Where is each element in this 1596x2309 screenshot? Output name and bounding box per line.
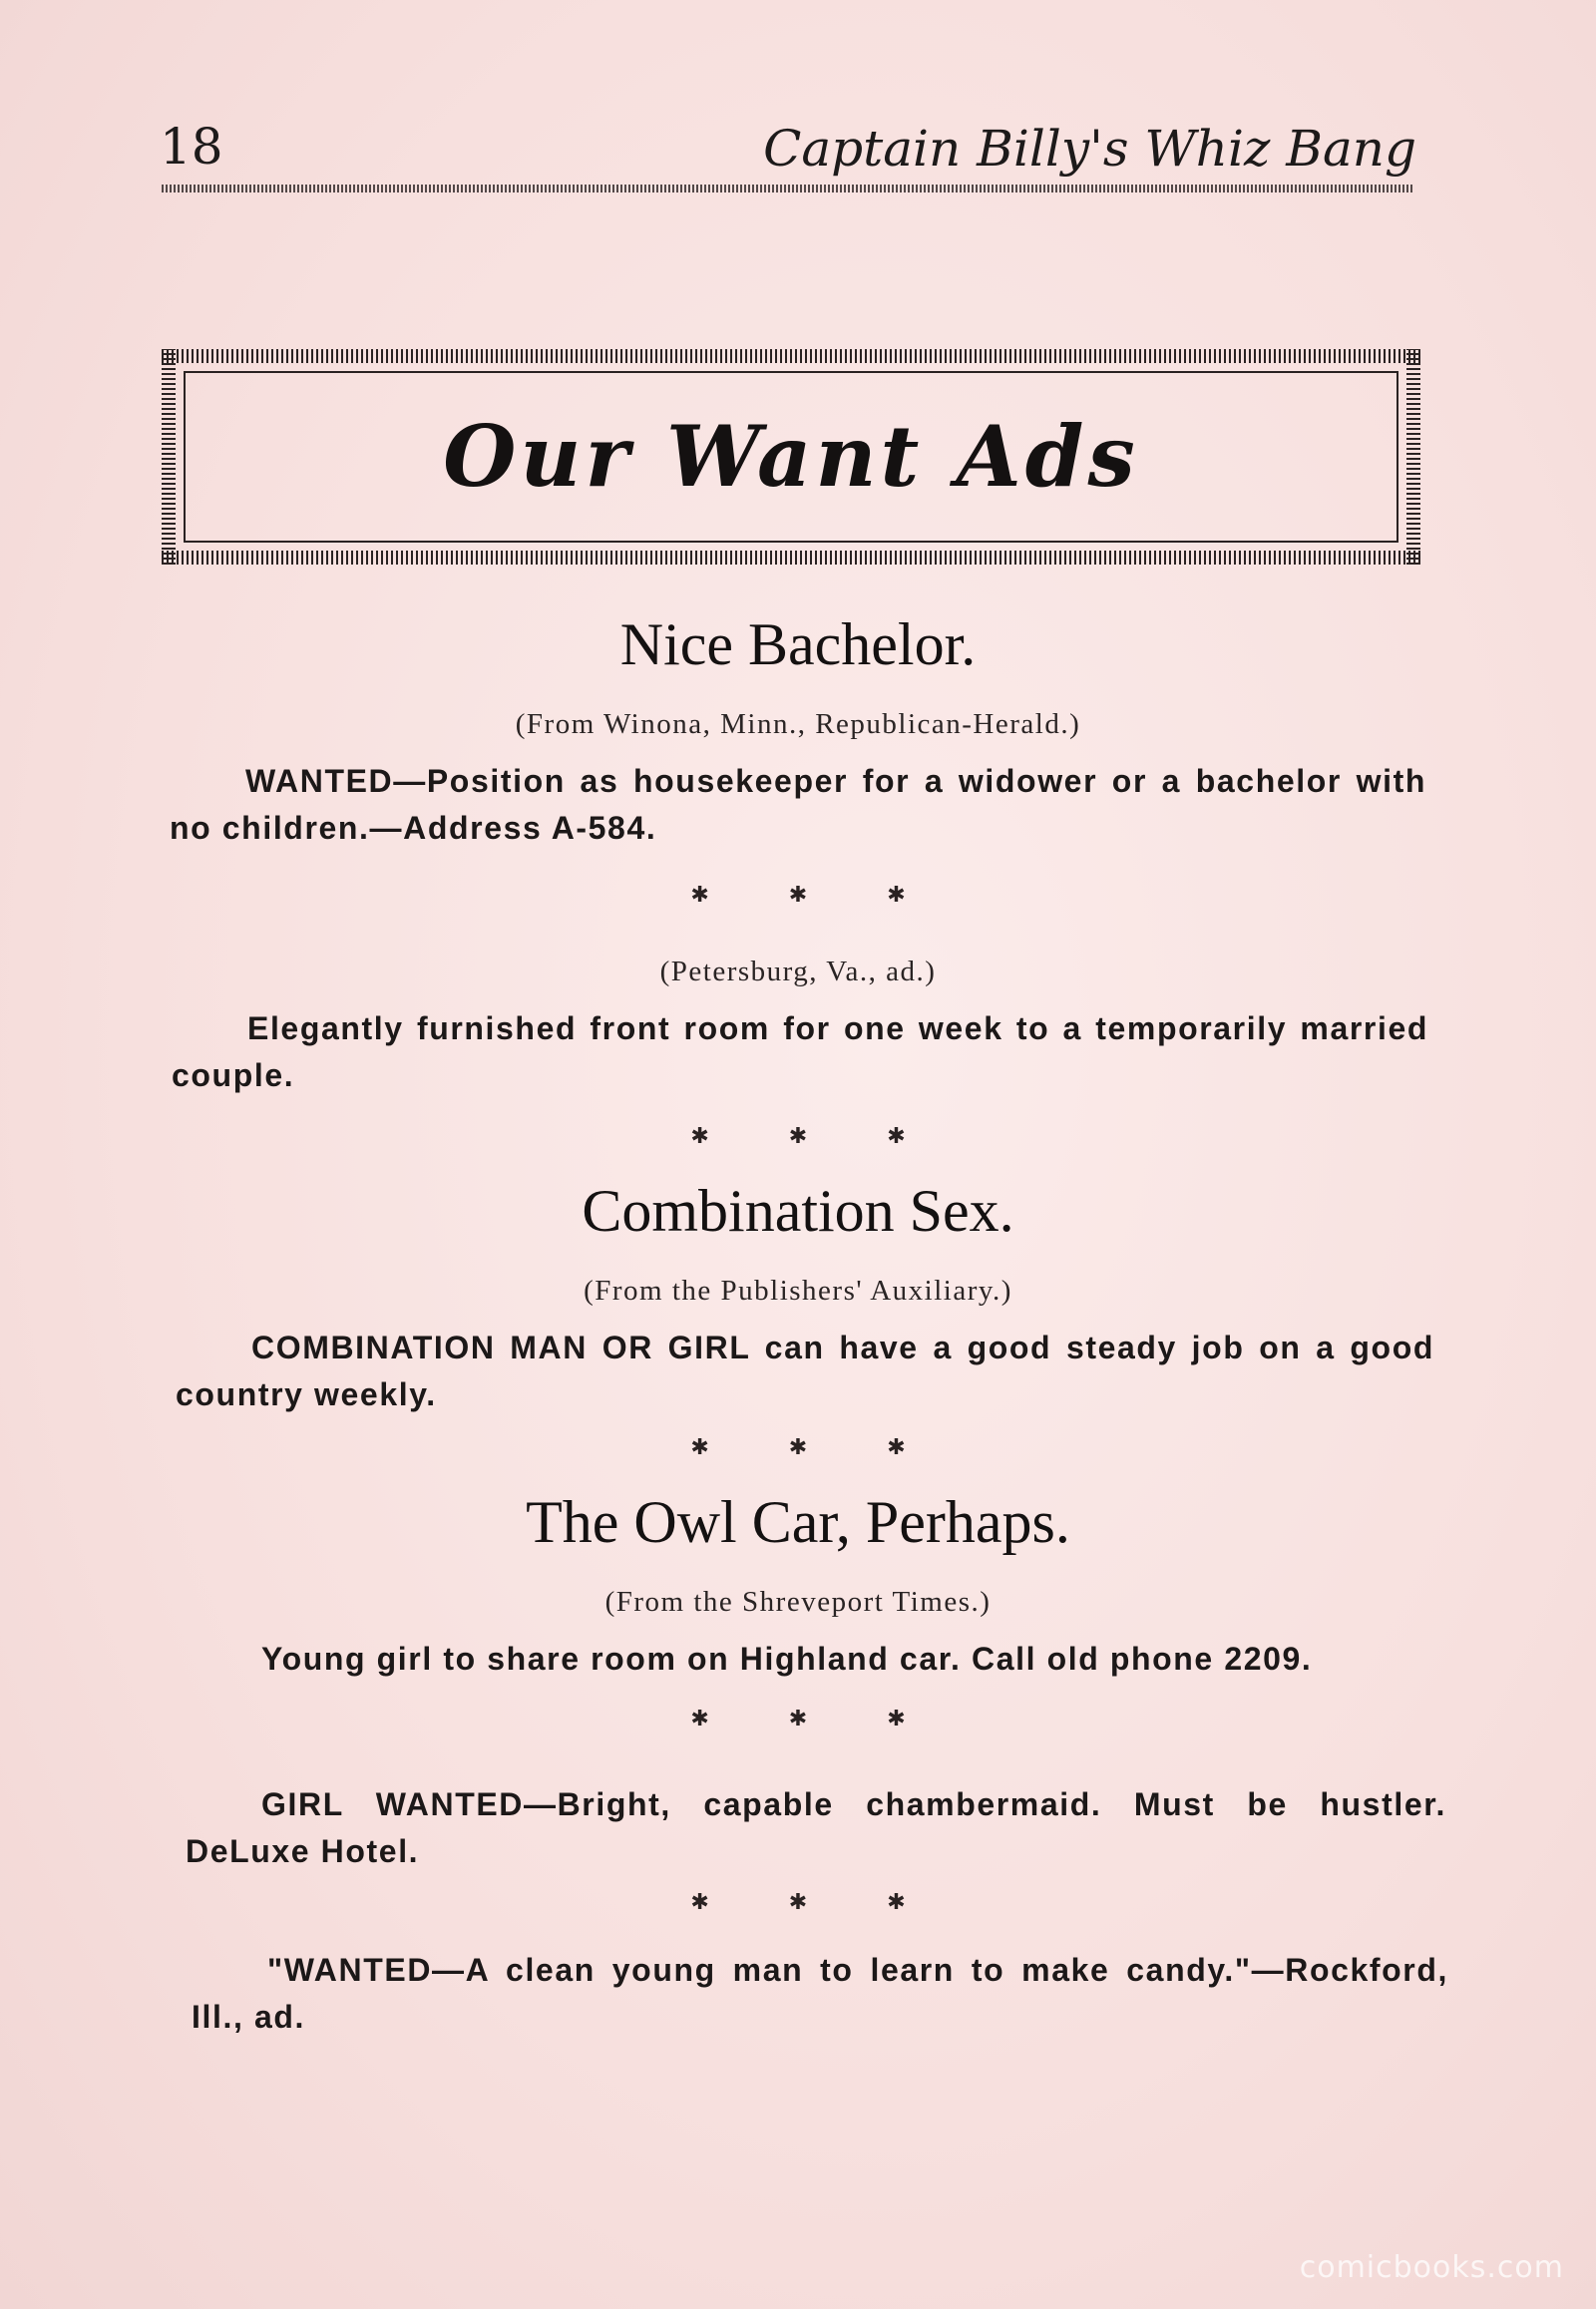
title-box-border-top	[162, 349, 1420, 363]
ad-text	[172, 1005, 1428, 1099]
page-number: 18	[160, 118, 223, 176]
title-box	[162, 349, 1420, 565]
ad-source: (From the Publishers' Auxiliary.)	[584, 1275, 1012, 1307]
star-icon: ✱	[887, 882, 906, 907]
star-icon: ✱	[690, 1706, 709, 1731]
ad-text-content: "WANTED—A clean young man to learn to make candy."—Rockford, Ill., ad.	[192, 1952, 1448, 2035]
star-icon: ✱	[788, 1123, 808, 1148]
ad-text	[170, 758, 1426, 852]
separator-stars	[0, 1434, 1596, 1460]
running-title: Captain Billy's Whiz Bang	[763, 120, 1416, 178]
ad-text-content: Elegantly furnished front room for one week to a temporarily married couple.	[172, 1010, 1428, 1093]
star-icon: ✱	[690, 1123, 709, 1148]
separator-stars	[0, 1706, 1596, 1732]
ad-source: (From Winona, Minn., Republican-Herald.)	[515, 708, 1081, 740]
star-icon: ✱	[788, 1434, 808, 1459]
ad-text	[186, 1636, 1452, 1683]
ad-text	[192, 1947, 1448, 2041]
header-rule	[162, 185, 1414, 192]
ad-text-content: Young girl to share room on Highland car. Call old phone 2209.	[261, 1641, 1313, 1677]
ad-source: (From the Shreveport Times.)	[604, 1586, 992, 1618]
title-box-border-bottom	[162, 551, 1420, 565]
star-icon: ✱	[788, 882, 808, 907]
page-title: Our Want Ads	[443, 407, 1139, 506]
ad-text	[186, 1781, 1446, 1875]
ad-source: (Petersburg, Va., ad.)	[659, 956, 937, 987]
star-icon: ✱	[788, 1889, 808, 1914]
ad-heading-combination-sex: Combination Sex.	[582, 1178, 1014, 1244]
ad-text-content: COMBINATION MAN OR GIRL can have a good steady job on a good country weekly.	[176, 1330, 1434, 1412]
ad-heading-owl-car: The Owl Car, Perhaps.	[526, 1489, 1070, 1555]
star-icon: ✱	[887, 1706, 906, 1731]
ad-text-content: GIRL WANTED—Bright, capable chambermaid. Must be hustler. DeLuxe Hotel.	[186, 1786, 1446, 1869]
ad-heading-nice-bachelor: Nice Bachelor.	[619, 611, 977, 677]
star-icon: ✱	[690, 1434, 709, 1459]
separator-stars	[0, 1123, 1596, 1149]
star-icon: ✱	[887, 1123, 906, 1148]
star-icon: ✱	[690, 1889, 709, 1914]
ad-text-content: WANTED—Position as housekeeper for a widower or a bachelor with no children.—Address A-584.	[170, 763, 1426, 846]
star-icon: ✱	[690, 882, 709, 907]
separator-stars	[0, 882, 1596, 908]
star-icon: ✱	[788, 1706, 808, 1731]
separator-stars	[0, 1889, 1596, 1915]
watermark: comicbooks.com	[1299, 2250, 1564, 2285]
star-icon: ✱	[887, 1434, 906, 1459]
ad-text	[176, 1325, 1434, 1418]
star-icon: ✱	[887, 1889, 906, 1914]
